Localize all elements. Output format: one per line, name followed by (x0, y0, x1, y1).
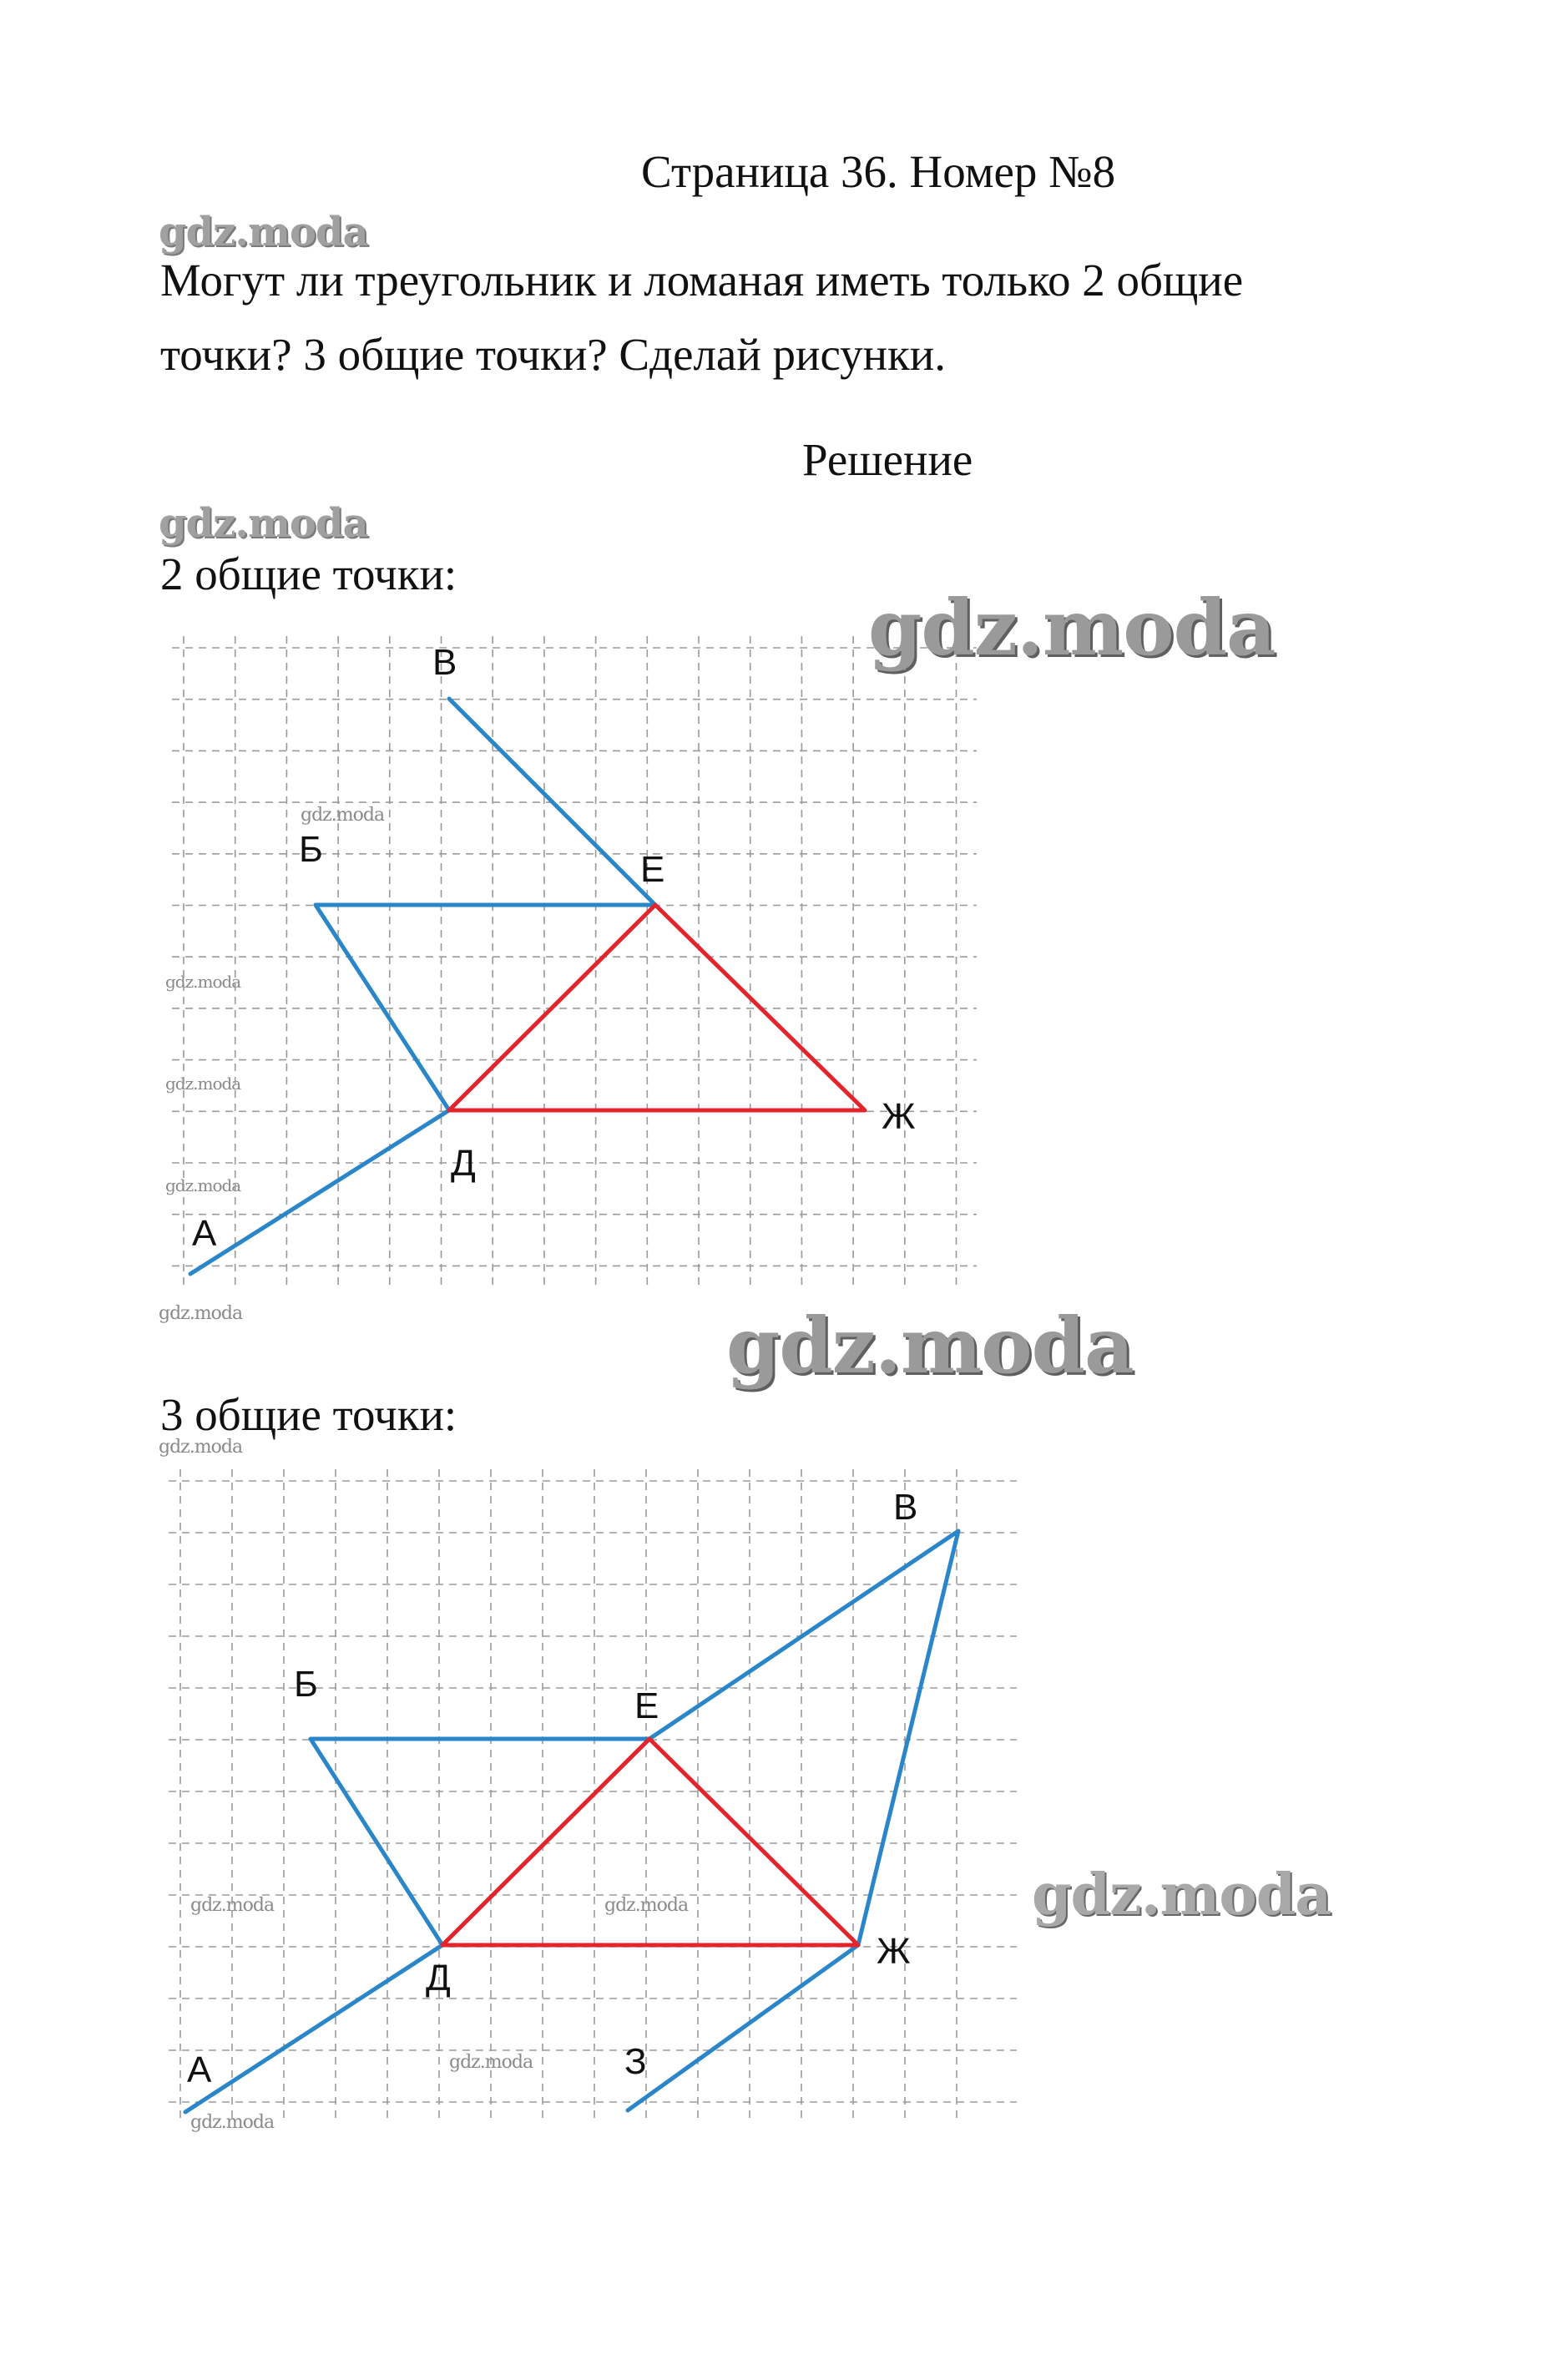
figure2-caption: 3 общие точки: (160, 1389, 457, 1440)
watermark: gdz.moda (159, 1303, 243, 1324)
triangle-2 (442, 1739, 858, 1945)
watermark: gdz.moda (868, 583, 1276, 673)
label-d-2: Д (426, 1958, 451, 1998)
broken-line-2 (185, 1531, 958, 2112)
watermark: gdz.moda (159, 209, 368, 255)
task-line-2: точки? 3 общие точки? Сделай рисунки. (160, 329, 946, 380)
label-b-2: Б (294, 1664, 318, 1705)
watermark: gdz.moda (301, 805, 385, 826)
watermark: gdz.moda (159, 1437, 243, 1458)
label-a-2: А (187, 2049, 212, 2090)
task-line-1: Могут ли треугольник и ломаная иметь только 2 общие (160, 255, 1244, 306)
solution-title: Решение (802, 434, 973, 485)
figure1-caption: 2 общие точки: (160, 548, 457, 599)
label-d-1: Д (451, 1143, 476, 1184)
watermark: gdz.moda (165, 1175, 241, 1195)
page-title: Страница 36. Номер №8 (641, 146, 1116, 197)
watermark: gdz.moda (190, 2112, 275, 2133)
grid-1 (172, 636, 977, 1291)
broken-line-1 (190, 699, 655, 1274)
watermark: gdz.moda (449, 2052, 533, 2073)
watermark: gdz.moda (604, 1895, 689, 1916)
watermark: gdz.moda (165, 972, 241, 992)
label-zh-1: Ж (882, 1096, 916, 1137)
label-z-2: З (624, 2041, 647, 2082)
label-zh-2: Ж (877, 1931, 911, 1972)
watermark: gdz.moda (1032, 1862, 1331, 1928)
triangle-1 (449, 905, 865, 1110)
label-a-1: А (192, 1213, 217, 1254)
label-b-1: Б (299, 829, 323, 870)
watermark: gdz.moda (165, 1074, 241, 1094)
watermark: gdz.moda (190, 1895, 275, 1916)
label-v-2: В (893, 1487, 918, 1528)
label-e-1: Е (640, 849, 665, 890)
label-v-1: В (432, 642, 457, 683)
label-e-2: Е (634, 1685, 659, 1726)
watermark: gdz.moda (159, 500, 368, 547)
watermark: gdz.moda (726, 1301, 1134, 1391)
